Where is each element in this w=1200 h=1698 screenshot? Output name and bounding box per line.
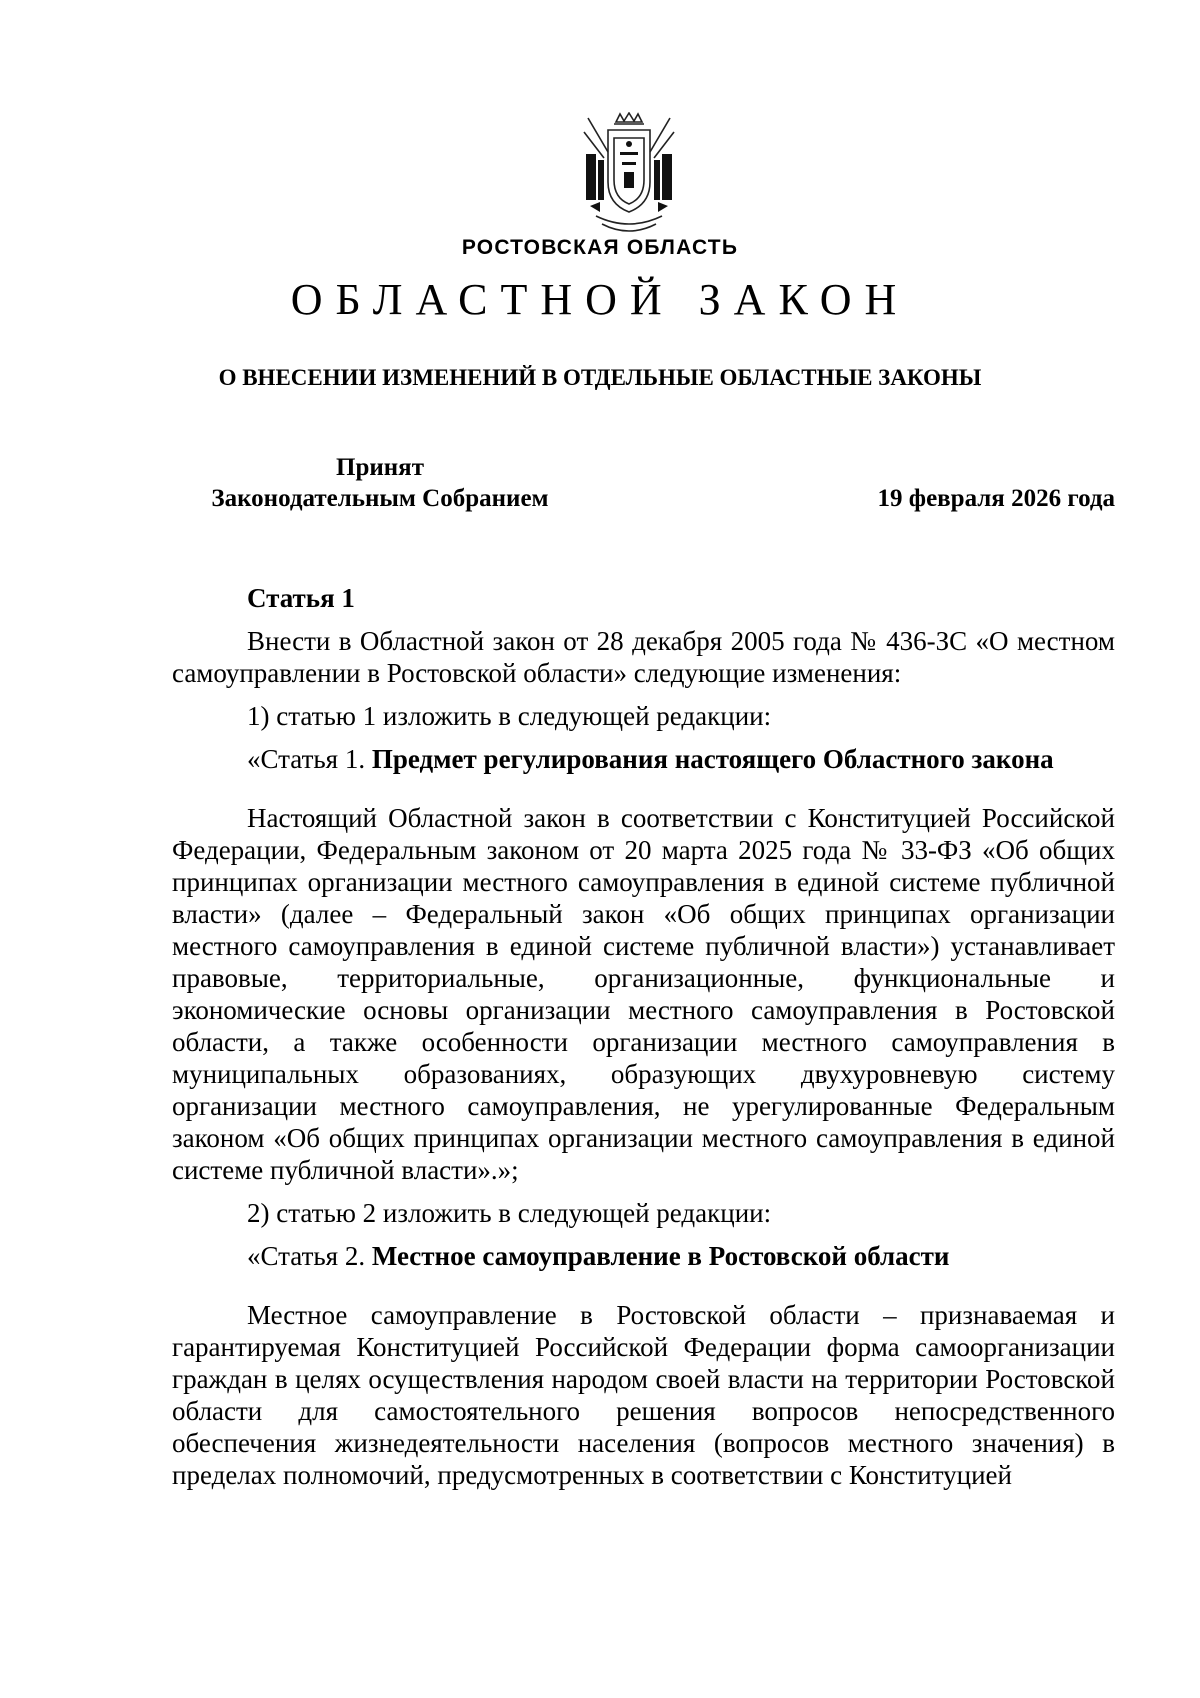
adoption-date: 19 февраля 2026 года [877, 485, 1115, 512]
quoted-article-2-text: Местное самоуправление в Ростовской области – признаваемая и гарантируемая Конституцией Российской Федерации форма самоорганизации граждан в целях осуществления народом своей власти на территории Ростовской области для самостоятельного решения вопросов непосредственного обеспечения жизнедеятельности населения (вопросов местного значения) в пределах полномочий, предусмотренных в соответствии с Конституцией [172, 1300, 1115, 1490]
quoted-article-2-heading [172, 1240, 1115, 1272]
coat-of-arms-icon [578, 112, 680, 238]
article-heading: Статья 1 [247, 583, 355, 613]
region-name: РОСТОВСКАЯ ОБЛАСТЬ [461, 236, 739, 259]
quoted-article-1-prefix: «Статья 1. [247, 744, 372, 774]
quoted-article-1-heading [172, 743, 1115, 775]
quoted-article-2-title: Местное самоуправление в Ростовской области [371, 1241, 950, 1271]
item-1: 1) статью 1 изложить в следующей редакции: [247, 701, 772, 731]
adoption-line-1: Принят [336, 454, 424, 481]
article-intro: Внести в Областной закон от 28 декабря 2005 года № 436-ЗС «О местном самоуправлении в Ростовской области» следующие изменения: [172, 626, 1115, 688]
adoption-block [175, 452, 585, 514]
quoted-article-1-text: Настоящий Областной закон в соответствии с Конституцией Российской Федерации, Федеральным законом от 20 марта 2025 года № 33-ФЗ «Об общих принципах организации местного самоуправления в единой системе публичной власти» (далее – Федеральный закон «Об общих принципах организации местного самоуправления в единой системе публичной власти») устанавливает правовые, территориальные, организационные, функциональные и экономические основы организации местного самоуправления в Ростовской области, а также особенности организации местного самоуправления в муниципальных образованиях, образующих двухуровневую систему организации местного самоуправления, не урегулированные Федеральным законом «Об общих принципах организации местного самоуправления в единой системе публичной власти».»; [172, 803, 1115, 1185]
item-2: 2) статью 2 изложить в следующей редакции: [247, 1198, 772, 1228]
adoption-line-2: Законодательным Собранием [211, 485, 549, 512]
document-body [172, 582, 1115, 1491]
quoted-article-2-prefix: «Статья 2. [247, 1241, 372, 1271]
quoted-article-1-title: Предмет регулирования настоящего Областного закона [371, 744, 1054, 774]
document-title: О ВНЕСЕНИИ ИЗМЕНЕНИЙ В ОТДЕЛЬНЫЕ ОБЛАСТНЫЕ ЗАКОНЫ [218, 365, 982, 390]
document-type: ОБЛАСТНОЙ ЗАКОН [290, 275, 910, 324]
